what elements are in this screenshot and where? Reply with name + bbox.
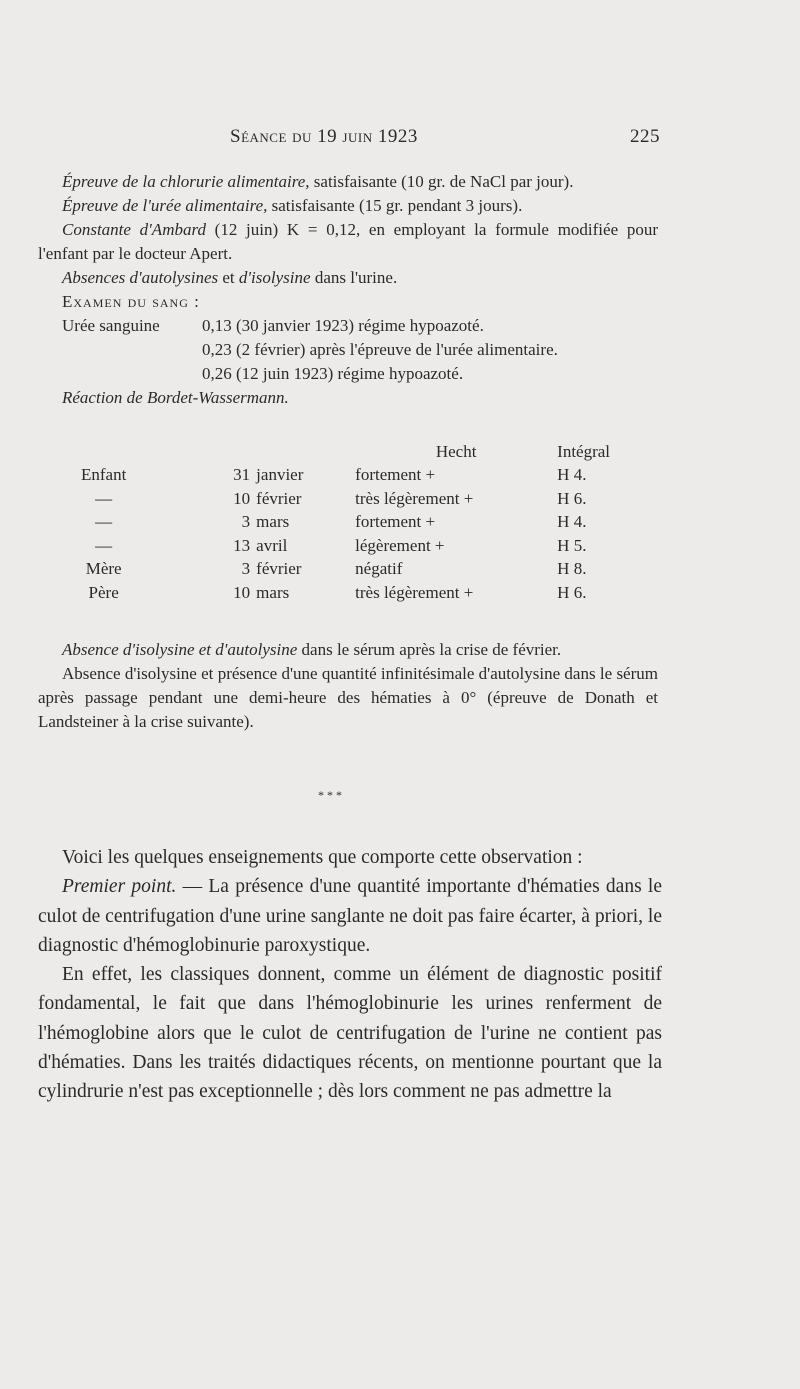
urea-row: 0,23 (2 février) après l'épreuve de l'urée alimentaire. bbox=[202, 340, 558, 359]
discussion-section bbox=[38, 843, 662, 1107]
table-row: Père 10 mars très légèrement + H 6. bbox=[88, 582, 587, 602]
paragraph-premier-point: Premier point. — La présence d'une quantité importante d'hématies dans le culot de centrifugation d'une urine sanglante ne doit pas faire écarter, à priori, le diagnostic d'hémoglobinurie paroxystique. bbox=[38, 876, 662, 956]
wassermann-table bbox=[38, 440, 638, 605]
paragraph-autolysines: Absences d'autolysines et d'isolysine dans l'urine. bbox=[62, 268, 398, 287]
asterism: * * * bbox=[318, 788, 342, 802]
paragraph-uree: Épreuve de l'urée alimentaire, satisfaisante (15 gr. pendant 3 jours). bbox=[62, 196, 523, 215]
table-row: Mère 3 février négatif H 8. bbox=[85, 559, 587, 579]
tests-section bbox=[38, 170, 658, 410]
paragraph-absence-2: Absence d'isolysine et présence d'une quantité infinitésimale d'autolysine dans le sérum après passage pendant une demi-heure des hématies à 0° (épreuve de Donath et Landsteiner à la crise suivante). bbox=[38, 664, 658, 731]
column-header: Hecht bbox=[435, 441, 477, 461]
urea-row: 0,26 (12 juin 1923) régime hypoazoté. bbox=[202, 364, 464, 383]
column-header: Intégral bbox=[557, 441, 611, 461]
paragraph-intro: Voici les quelques enseignements que comporte cette observation : bbox=[62, 847, 583, 868]
table-row: — 10 février très légèrement + H 6. bbox=[95, 488, 587, 508]
exam-sang-heading: Examen du sang : bbox=[62, 292, 200, 311]
reaction-heading: Réaction de Bordet-Wassermann. bbox=[62, 388, 289, 407]
urea-label: Urée sanguine bbox=[62, 316, 160, 335]
table-header-row bbox=[38, 440, 638, 464]
urea-row: Urée sanguine 0,13 (30 janvier 1923) régime hypoazoté. bbox=[38, 314, 658, 338]
paragraph-ambard: Constante d'Ambard (12 juin) K = 0,12, en employant la formule modifiée pour l'enfant par le docteur Apert. bbox=[38, 220, 658, 263]
paragraph-chlorurie: Épreuve de la chlorurie alimentaire, satisfaisante (10 gr. de NaCl par jour). bbox=[62, 172, 574, 191]
running-title: Séance du 19 juin 1923 bbox=[230, 126, 418, 147]
paragraph-en-effet: En effet, les classiques donnent, comme un élément de diagnostic positif fondamental, le fait que dans l'hémoglobinurie les urines renferment de l'hémoglobine alors que le culot de centrifugation de l'urine ne contient pas d'hématies. Dans les traités didactiques récents, on mentionne pourtant que la cylindrurie n'est pas exceptionnelle ; dès lors comment ne pas admettre la bbox=[38, 964, 662, 1103]
page-number: 225 bbox=[630, 126, 660, 147]
table-row: — 13 avril légèrement + H 5. bbox=[95, 535, 587, 555]
absence-section bbox=[38, 638, 658, 734]
table-row: — 3 mars fortement + H 4. bbox=[95, 512, 587, 532]
paragraph-absence-1: Absence d'isolysine et d'autolysine dans le sérum après la crise de février. bbox=[62, 640, 562, 659]
table-row: Enfant 31 janvier fortement + H 4. bbox=[80, 465, 587, 485]
